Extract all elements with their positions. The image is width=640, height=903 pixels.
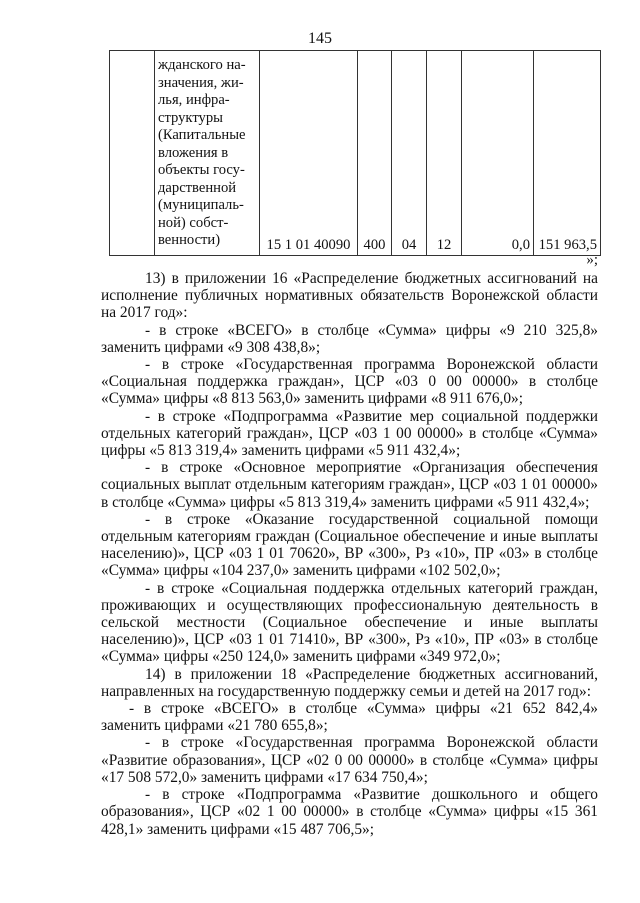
paragraph: 14) в приложении 18 «Распределение бюджетных ассигнований, направленных на государственную поддержку семьи и детей на 2017 год»: [101,665,598,700]
name-line: дарственной [158,179,237,196]
name-line: вложения в [158,144,229,161]
table-cell-rz: 04 [392,51,427,256]
paragraph: - в строке «Подпрограмма «Развитие дошкольного и общего образования», ЦСР «02 1 00 00000» в столбце «Сумма» цифры «15 361 428,1» заменить цифрами «15 487 706,5»; [101,786,598,838]
table-cell-csr: 15 1 01 40090 [260,51,358,256]
paragraph: - в строке «Подпрограмма «Развитие мер социальной поддержки отдельных категорий граждан», ЦСР «03 1 00 00000» в столбце «Сумма» цифры «5 813 319,4» заменить цифрами «5 911 432,4»; [101,407,598,460]
paragraph: - в строке «Государственная программа Воронежской области «Социальная поддержка граждан», ЦСР «03 0 00 00000» в столбце «Сумма» цифры «8 813 563,0» заменить цифрами «8 911 676,0»; [101,356,598,408]
table-cell-amount: 0,0 [462,51,534,256]
budget-table-fragment [109,50,601,256]
table-cell-sum: 151 963,5 [534,51,601,256]
name-line: (муниципаль- [158,197,244,213]
document-body [101,270,598,838]
name-line: ной) собст- [158,214,229,231]
name-line: венности) [158,232,221,248]
closing-quote: »; [586,252,598,268]
name-line: лья, инфра- [158,92,230,108]
table-cell-pr: 12 [427,51,462,256]
name-line: объекты госу- [158,162,245,178]
name-line: структуры [158,109,223,126]
paragraph: - в строке «Оказание государственной социальной помощи отдельным категориям граждан (Социальное обеспечение и иные выплаты населению)», ЦСР «03 1 01 70620», ВР «300», Рз «10», ПР «03» в столбце «Сумма» цифры «104 237,0» заменить цифрами «102 502,0»; [101,510,598,580]
name-line: (Капитальные [158,127,246,143]
paragraph: - в строке «Основное мероприятие «Организация обеспечения социальных выплат отдельным категориям граждан», ЦСР «03 1 01 00000» в столбце «Сумма» цифры «5 813 319,4» заменить цифрами «5 911 432,4»; [101,459,598,511]
name-line: жданского на- [158,57,246,73]
paragraph: - в строке «Социальная поддержка отдельных категорий граждан, проживающих и осуществляющих профессиональную деятельность в сельской местности (Социальное обеспечение и иные выплаты населению)», ЦСР «03 1 01 71410», ВР «300», Рз «10», ПР «03» в столбце «Сумма» цифры «250 124,0» заменить цифрами «349 972,0»; [101,579,598,666]
table-cell-name [155,51,260,256]
paragraph: - в строке «Государственная программа Воронежской области «Развитие образования», ЦСР «02 0 00 00000» в столбце «Сумма» цифры «17 508 572,0» заменить цифрами «17 634 750,4»; [101,734,598,786]
name-line: значения, жи- [158,74,244,91]
table-cell-number [110,51,155,256]
page-number: 145 [308,30,332,47]
paragraph: 13) в приложении 16 «Распределение бюджетных ассигнований на исполнение публичных нормативных обязательств Воронежской области на 2017 год»: [101,270,598,322]
table-cell-vr: 400 [358,51,392,256]
paragraph: - в строке «ВСЕГО» в столбце «Сумма» цифры «9 210 325,8» заменить цифрами «9 308 438,8»; [101,321,598,356]
paragraph: - в строке «ВСЕГО» в столбце «Сумма» цифры «21 652 842,4» заменить цифрами «21 780 655,8»; [101,700,598,735]
table-row [110,51,601,256]
